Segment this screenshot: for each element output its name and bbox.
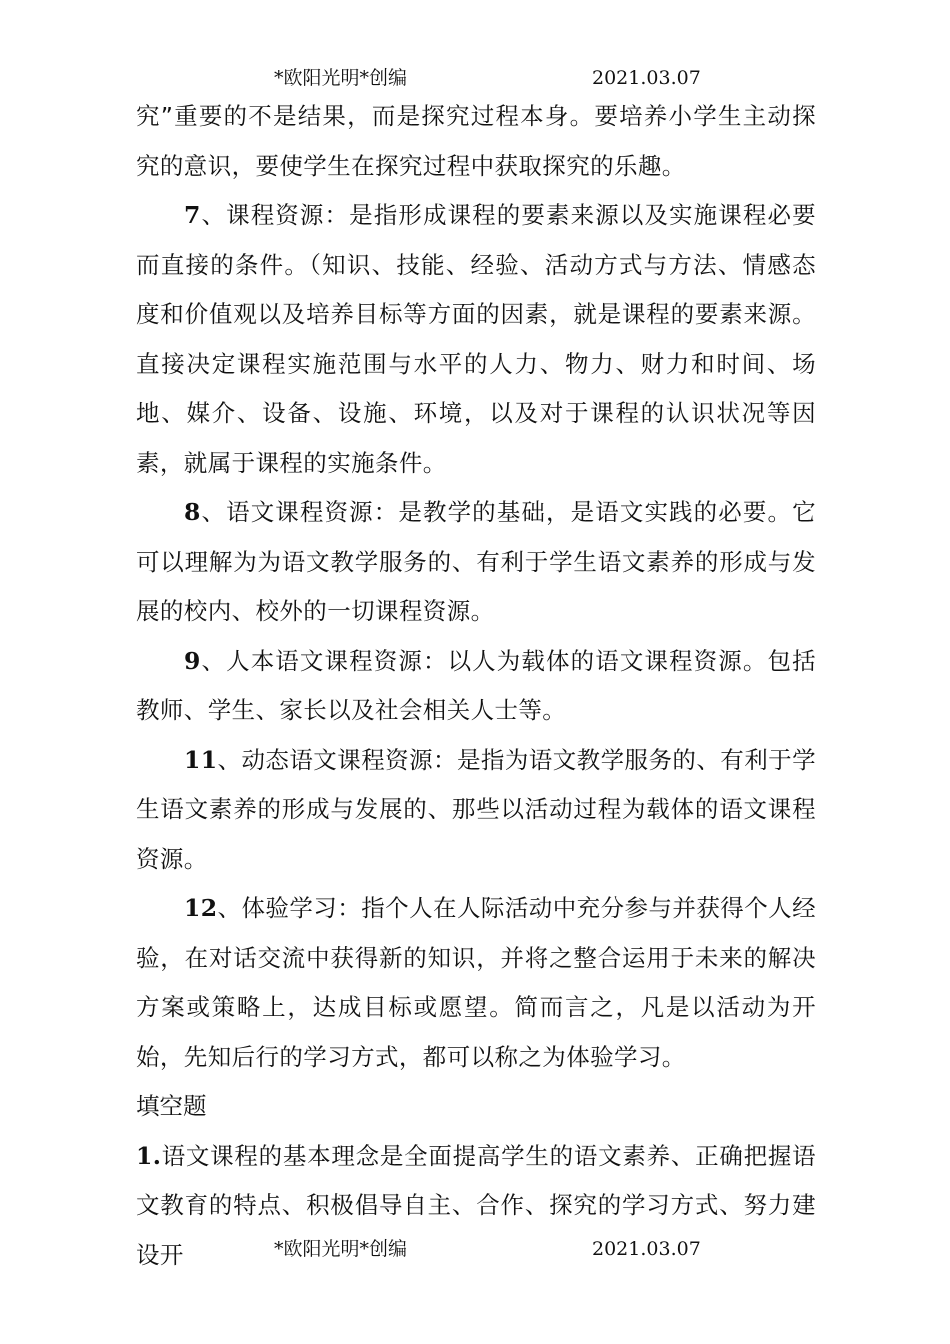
paragraph-continuation	[136, 92, 816, 191]
definition-paragraph-human-resources	[136, 637, 816, 736]
paragraph-text: 究”重要的不是结果，而是探究过程本身。要培养小学生主动探究的意识，要使学生在探究过程中获取探究的乐趣。	[136, 102, 816, 180]
item-number: 12	[184, 894, 218, 922]
question-number: 1.	[136, 1141, 162, 1170]
section-heading: 填空题	[136, 1092, 207, 1120]
paragraph-text: 、语文课程资源：是教学的基础，是语文实践的必要。它可以理解为为语文教学服务的、有利于学生语文素养的形成与发展的校内、校外的一切课程资源。	[136, 498, 816, 625]
definition-paragraph-course-resources	[136, 191, 816, 488]
header-date: 2021.03.07	[592, 67, 701, 89]
footer-author: *欧阳光明*创编	[274, 1238, 408, 1260]
header-author: *欧阳光明*创编	[274, 67, 408, 89]
item-number: 7	[184, 201, 201, 229]
item-number: 8	[184, 498, 201, 526]
definition-paragraph-dynamic-resources	[136, 736, 816, 885]
definition-paragraph-experiential-learning	[136, 884, 816, 1082]
item-number: 11	[184, 745, 218, 774]
footer-date: 2021.03.07	[592, 1238, 701, 1260]
document-body	[136, 92, 816, 1280]
paragraph-text: 、动态语文课程资源：是指为语文教学服务的、有利于学生语文素养的形成与发展的、那些以活动过程为载体的语文课程资源。	[136, 745, 816, 873]
paragraph-text: 、体验学习：指个人在人际活动中充分参与并获得个人经验，在对话交流中获得新的知识，并将之整合运用于未来的解决方案或策略上，达成目标或愿望。简而言之，凡是以活动为开始，先知后行的学习方式，都可以称之为体验学习。	[136, 894, 816, 1071]
page-header	[0, 66, 950, 90]
definition-paragraph-chinese-course-resources	[136, 488, 816, 637]
page-footer	[0, 1237, 950, 1261]
item-number: 9	[184, 646, 201, 675]
question-text: 语文课程的基本理念是全面提高学生的语文素养、正确把握语文教育的特点、积极倡导自主、合作、探究的学习方式、努力建设开	[136, 1141, 816, 1269]
paragraph-text: 、课程资源：是指形成课程的要素来源以及实施课程必要而直接的条件。（知识、技能、经验、活动方式与方法、情感态度和价值观以及培养目标等方面的因素，就是课程的要素来源。直接决定课程实施范围与水平的人力、物力、财力和时间、场地、媒介、设备、设施、环境，以及对于课程的认识状况等因素，就属于课程的实施条件。	[136, 201, 816, 477]
paragraph-text: 、人本语文课程资源：以人为载体的语文课程资源。包括教师、学生、家长以及社会相关人士等。	[136, 646, 816, 724]
